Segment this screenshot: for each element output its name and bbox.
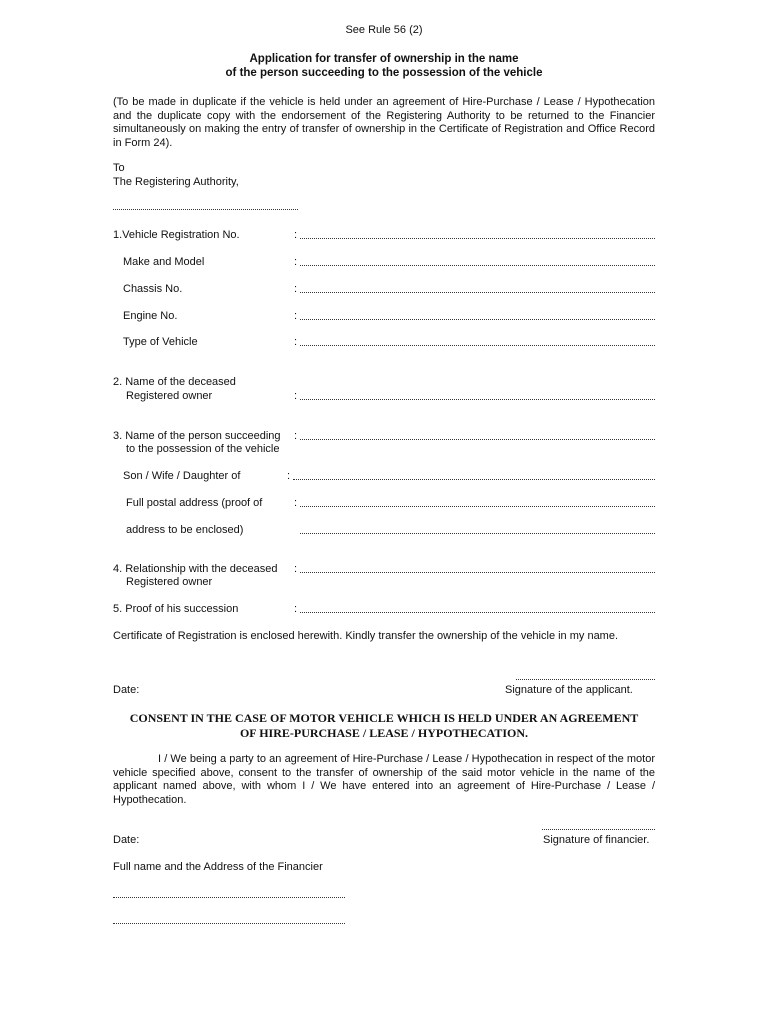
financier-address-line-1[interactable] xyxy=(113,897,345,898)
colon: : xyxy=(294,390,298,402)
financier-date-label: Date: xyxy=(113,834,140,846)
colon: : xyxy=(294,430,298,442)
applicant-date-label: Date: xyxy=(113,684,140,696)
colon: : xyxy=(294,336,298,348)
applicant-signature-line[interactable] xyxy=(516,679,655,680)
colon: : xyxy=(294,563,298,575)
engine-label: Engine No. xyxy=(123,310,178,322)
colon: : xyxy=(294,603,298,615)
financier-name-address-label: Full name and the Address of the Financier xyxy=(113,861,323,873)
deceased-owner-field[interactable] xyxy=(300,399,655,400)
make-model-field[interactable] xyxy=(300,265,655,266)
relation-of-label: Son / Wife / Daughter of xyxy=(123,470,241,482)
relationship-label-line-2: Registered owner xyxy=(126,576,213,588)
authority-blank-line[interactable] xyxy=(113,209,298,210)
intro-paragraph: (To be made in duplicate if the vehicle is held under an agreement of Hire-Purchase / Lease / Hypothecation and the duplicate copy with the endorsement of the Registering Authority to be returned to the Financier simultaneously on making the entry of transfer of ownership in the Certificate of Registration and Office Record in Form 24). xyxy=(113,96,655,149)
deceased-label-line-1: 2. Name of the deceased xyxy=(113,376,236,388)
financier-address-line-2[interactable] xyxy=(113,923,345,924)
to-label: To xyxy=(113,162,125,174)
vehicle-registration-field[interactable] xyxy=(300,238,655,239)
colon: : xyxy=(294,283,298,295)
consent-heading-line-2: OF HIRE-PURCHASE / LEASE / HYPOTHECATION. xyxy=(239,726,529,740)
relation-of-field[interactable] xyxy=(293,479,655,480)
postal-address-label-line-2: address to be enclosed) xyxy=(126,524,244,536)
proof-succession-label: 5. Proof of his succession xyxy=(113,603,239,615)
colon: : xyxy=(294,310,298,322)
relationship-field[interactable] xyxy=(300,572,655,573)
successor-label-line-2: to the possession of the vehicle xyxy=(126,443,280,455)
vehicle-type-label: Type of Vehicle xyxy=(123,336,198,348)
authority-label: The Registering Authority, xyxy=(113,176,239,188)
colon: : xyxy=(287,470,291,482)
proof-succession-field[interactable] xyxy=(300,612,655,613)
consent-body-paragraph: I / We being a party to an agreement of Hire-Purchase / Lease / Hypothecation in respect of the motor vehicle specified above, consent to the transfer of ownership of the said motor vehicle in the name of the applicant named above, with whom I / We have entered into an agreement of Hire-Purchase / Lease / Hypothecation. xyxy=(113,753,655,806)
successor-name-field[interactable] xyxy=(300,439,655,440)
applicant-signature-label: Signature of the applicant. xyxy=(505,684,633,696)
vehicle-type-field[interactable] xyxy=(300,345,655,346)
financier-signature-line[interactable] xyxy=(542,829,655,830)
postal-address-field-2[interactable] xyxy=(300,533,655,534)
make-model-label: Make and Model xyxy=(123,256,205,268)
postal-address-field-1[interactable] xyxy=(300,506,655,507)
consent-heading-line-1: CONSENT IN THE CASE OF MOTOR VEHICLE WHICH IS HELD UNDER AN AGREEMENT xyxy=(129,711,639,725)
chassis-label: Chassis No. xyxy=(123,283,183,295)
engine-field[interactable] xyxy=(300,319,655,320)
postal-address-label-line-1: Full postal address (proof of xyxy=(126,497,263,509)
colon: : xyxy=(294,497,298,509)
colon: : xyxy=(294,256,298,268)
colon: : xyxy=(294,229,298,241)
rule-reference: See Rule 56 (2) xyxy=(345,24,423,36)
chassis-field[interactable] xyxy=(300,292,655,293)
vehicle-registration-label: 1.Vehicle Registration No. xyxy=(113,229,240,241)
form-title-line-1: Application for transfer of ownership in the name xyxy=(249,53,519,65)
relationship-label-line-1: 4. Relationship with the deceased xyxy=(113,563,278,575)
declaration-text: Certificate of Registration is enclosed herewith. Kindly transfer the ownership of the vehicle in my name. xyxy=(113,630,619,642)
successor-label-line-1: 3. Name of the person succeeding xyxy=(113,430,281,442)
deceased-label-line-2: Registered owner xyxy=(126,390,213,402)
form-title-line-2: of the person succeeding to the possession of the vehicle xyxy=(225,67,543,79)
financier-signature-label: Signature of financier. xyxy=(543,834,650,846)
